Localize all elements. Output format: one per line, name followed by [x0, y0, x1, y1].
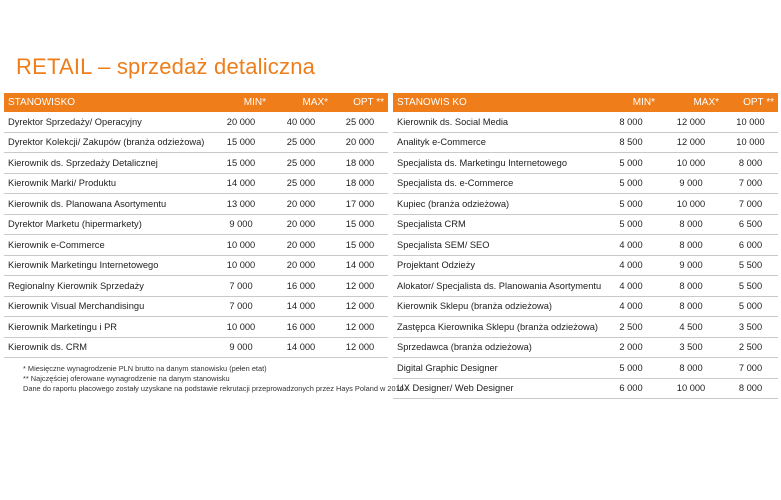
opt-cell: 6 500 — [723, 214, 778, 235]
position-cell: Projektant Odzieży — [393, 255, 603, 276]
position-cell: Dyrektor Kolekcji/ Zakupów (branża odzieżowa) — [4, 132, 212, 153]
max-cell: 12 000 — [659, 112, 723, 132]
position-cell: Kupiec (branża odzieżowa) — [393, 194, 603, 215]
table-row — [4, 235, 388, 256]
min-cell: 2 000 — [603, 337, 659, 358]
position-cell: UX Designer/ Web Designer — [393, 378, 603, 399]
min-cell: 14 000 — [212, 173, 270, 194]
min-cell: 5 000 — [603, 214, 659, 235]
opt-cell: 10 000 — [723, 112, 778, 132]
table-header-row — [4, 93, 388, 112]
position-cell: Dyrektor Marketu (hipermarkety) — [4, 214, 212, 235]
column-header-max: MAX* — [270, 93, 332, 112]
min-cell: 4 000 — [603, 296, 659, 317]
min-cell: 4 000 — [603, 255, 659, 276]
salary-table-left — [4, 93, 388, 358]
footnote: ** Najczęściej oferowane wynagrodzenie na danym stanowisku — [23, 374, 230, 383]
footnote: Dane do raportu płacowego zostały uzyskane na podstawie rekrutacji przeprowadzonych przez Hays Poland w 2016 r. — [23, 384, 410, 393]
table-row — [393, 317, 778, 338]
position-cell: Specjalista ds. e-Commerce — [393, 173, 603, 194]
position-cell: Regionalny Kierownik Sprzedaży — [4, 276, 212, 297]
page-title: RETAIL – sprzedaż detaliczna — [16, 54, 316, 79]
min-cell: 10 000 — [212, 255, 270, 276]
max-cell: 9 000 — [659, 255, 723, 276]
table-row — [393, 112, 778, 132]
max-cell: 14 000 — [270, 296, 332, 317]
column-header-opt: OPT ** — [723, 93, 778, 112]
position-cell: Zastępca Kierownika Sklepu (branża odzieżowa) — [393, 317, 603, 338]
max-cell: 8 000 — [659, 296, 723, 317]
opt-cell: 7 000 — [723, 194, 778, 215]
max-cell: 25 000 — [270, 153, 332, 174]
column-header-min: MIN* — [212, 93, 270, 112]
opt-cell: 25 000 — [332, 112, 388, 132]
column-header-position: STANOWIS KO — [393, 93, 603, 112]
min-cell: 2 500 — [603, 317, 659, 338]
opt-cell: 7 000 — [723, 173, 778, 194]
footnotes — [23, 364, 410, 394]
table-row — [4, 173, 388, 194]
opt-cell: 12 000 — [332, 276, 388, 297]
position-cell: Digital Graphic Designer — [393, 358, 603, 379]
min-cell: 4 000 — [603, 276, 659, 297]
position-cell: Specjalista CRM — [393, 214, 603, 235]
position-cell: Kierownik Sklepu (branża odzieżowa) — [393, 296, 603, 317]
table-body — [4, 112, 388, 358]
min-cell: 7 000 — [212, 296, 270, 317]
min-cell: 6 000 — [603, 378, 659, 399]
table-header-row — [393, 93, 778, 112]
opt-cell: 8 000 — [723, 378, 778, 399]
opt-cell: 15 000 — [332, 235, 388, 256]
max-cell: 9 000 — [659, 173, 723, 194]
opt-cell: 12 000 — [332, 296, 388, 317]
min-cell: 9 000 — [212, 337, 270, 358]
position-cell: Specjalista SEM/ SEO — [393, 235, 603, 256]
max-cell: 10 000 — [659, 378, 723, 399]
table-row — [4, 112, 388, 132]
table-row — [393, 378, 778, 399]
max-cell: 8 000 — [659, 358, 723, 379]
min-cell: 15 000 — [212, 153, 270, 174]
position-cell: Kierownik ds. CRM — [4, 337, 212, 358]
table-row — [393, 255, 778, 276]
table-row — [393, 337, 778, 358]
min-cell: 5 000 — [603, 194, 659, 215]
table-row — [393, 358, 778, 379]
opt-cell: 20 000 — [332, 132, 388, 153]
opt-cell: 7 000 — [723, 358, 778, 379]
table-row — [393, 235, 778, 256]
opt-cell: 2 500 — [723, 337, 778, 358]
position-cell: Kierownik Visual Merchandisingu — [4, 296, 212, 317]
opt-cell: 5 500 — [723, 276, 778, 297]
table-row — [4, 317, 388, 338]
table-row — [4, 296, 388, 317]
table-row — [393, 296, 778, 317]
max-cell: 10 000 — [659, 194, 723, 215]
max-cell: 20 000 — [270, 194, 332, 215]
min-cell: 5 000 — [603, 358, 659, 379]
min-cell: 9 000 — [212, 214, 270, 235]
max-cell: 8 000 — [659, 235, 723, 256]
column-header-max: MAX* — [659, 93, 723, 112]
position-cell: Sprzedawca (branża odzieżowa) — [393, 337, 603, 358]
opt-cell: 17 000 — [332, 194, 388, 215]
min-cell: 7 000 — [212, 276, 270, 297]
max-cell: 20 000 — [270, 235, 332, 256]
max-cell: 10 000 — [659, 153, 723, 174]
table-row — [4, 214, 388, 235]
opt-cell: 10 000 — [723, 132, 778, 153]
max-cell: 4 500 — [659, 317, 723, 338]
table-row — [4, 255, 388, 276]
min-cell: 15 000 — [212, 132, 270, 153]
table-row — [393, 132, 778, 153]
opt-cell: 12 000 — [332, 317, 388, 338]
opt-cell: 18 000 — [332, 153, 388, 174]
position-cell: Kierownik ds. Planowana Asortymentu — [4, 194, 212, 215]
min-cell: 20 000 — [212, 112, 270, 132]
max-cell: 20 000 — [270, 214, 332, 235]
opt-cell: 15 000 — [332, 214, 388, 235]
position-cell: Kierownik Marketingu i PR — [4, 317, 212, 338]
table-row — [393, 153, 778, 174]
max-cell: 40 000 — [270, 112, 332, 132]
table-row — [4, 194, 388, 215]
max-cell: 8 000 — [659, 214, 723, 235]
opt-cell: 12 000 — [332, 337, 388, 358]
table-body — [393, 112, 778, 399]
max-cell: 3 500 — [659, 337, 723, 358]
column-header-opt: OPT ** — [332, 93, 388, 112]
opt-cell: 14 000 — [332, 255, 388, 276]
table-row — [393, 214, 778, 235]
min-cell: 5 000 — [603, 153, 659, 174]
table-row — [4, 337, 388, 358]
opt-cell: 18 000 — [332, 173, 388, 194]
max-cell: 25 000 — [270, 173, 332, 194]
position-cell: Kierownik ds. Sprzedaży Detalicznej — [4, 153, 212, 174]
opt-cell: 5 500 — [723, 255, 778, 276]
table-row — [393, 173, 778, 194]
column-header-min: MIN* — [603, 93, 659, 112]
position-cell: Specjalista ds. Marketingu Internetowego — [393, 153, 603, 174]
max-cell: 16 000 — [270, 317, 332, 338]
min-cell: 4 000 — [603, 235, 659, 256]
max-cell: 20 000 — [270, 255, 332, 276]
min-cell: 13 000 — [212, 194, 270, 215]
table-row — [393, 194, 778, 215]
min-cell: 10 000 — [212, 235, 270, 256]
opt-cell: 6 000 — [723, 235, 778, 256]
opt-cell: 3 500 — [723, 317, 778, 338]
position-cell: Analityk e-Commerce — [393, 132, 603, 153]
opt-cell: 5 000 — [723, 296, 778, 317]
opt-cell: 8 000 — [723, 153, 778, 174]
max-cell: 25 000 — [270, 132, 332, 153]
position-cell: Alokator/ Specjalista ds. Planowania Asortymentu — [393, 276, 603, 297]
min-cell: 8 000 — [603, 112, 659, 132]
max-cell: 16 000 — [270, 276, 332, 297]
max-cell: 14 000 — [270, 337, 332, 358]
column-header-position: STANOWISKO — [4, 93, 212, 112]
min-cell: 5 000 — [603, 173, 659, 194]
position-cell: Kierownik e-Commerce — [4, 235, 212, 256]
table-row — [4, 153, 388, 174]
min-cell: 8 500 — [603, 132, 659, 153]
position-cell: Kierownik Marki/ Produktu — [4, 173, 212, 194]
min-cell: 10 000 — [212, 317, 270, 338]
position-cell: Kierownik Marketingu Internetowego — [4, 255, 212, 276]
salary-table-right — [393, 93, 778, 399]
table-row — [4, 132, 388, 153]
position-cell: Kierownik ds. Social Media — [393, 112, 603, 132]
position-cell: Dyrektor Sprzedaży/ Operacyjny — [4, 112, 212, 132]
table-row — [4, 276, 388, 297]
max-cell: 12 000 — [659, 132, 723, 153]
max-cell: 8 000 — [659, 276, 723, 297]
footnote: * Miesięczne wynagrodzenie PLN brutto na danym stanowisku (pełen etat) — [23, 364, 267, 373]
table-row — [393, 276, 778, 297]
